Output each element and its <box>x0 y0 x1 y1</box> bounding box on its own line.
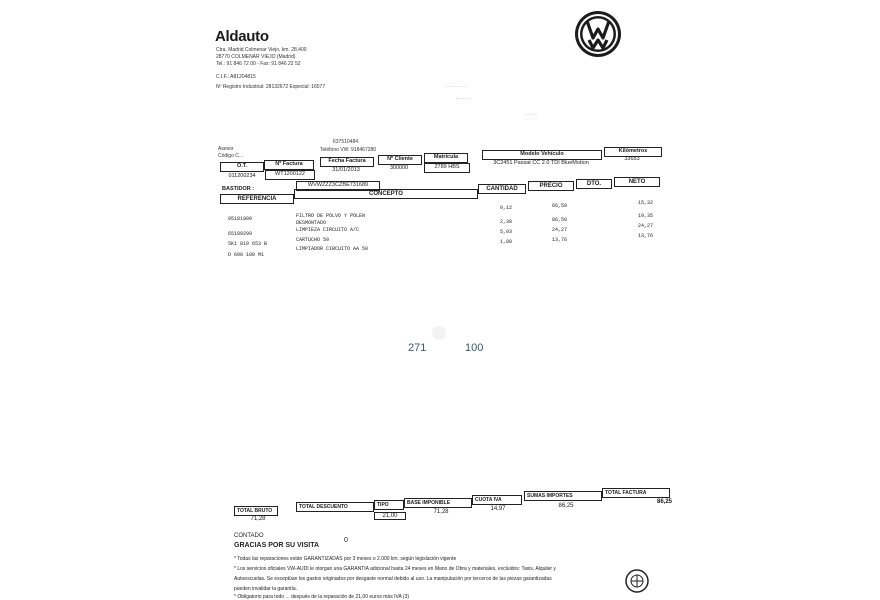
row-ref: 95181900 <box>228 216 253 222</box>
row-price: 24,27 <box>552 227 568 233</box>
col-cantidad: CANTIDAD <box>478 184 526 194</box>
company-city: 28770 COLMENAR VIEJO (Madrid) <box>216 54 296 60</box>
matricula-value: 2789 HBS <box>424 163 470 173</box>
col-dto: DTO. <box>576 179 612 189</box>
ot-label: O.T. <box>220 162 264 172</box>
row-net: 15,32 <box>638 200 654 206</box>
tipo-value: 21,00 <box>374 512 406 520</box>
matricula-label: Matrícula <box>424 153 468 163</box>
company-registry: Nº Registro Industrial: 28132672 Especial: 16577 <box>216 84 326 90</box>
recipient-line: · · · · · <box>456 96 470 102</box>
warranty-line: Autoescuelas. Se exceptúan los gastos originados por desgaste normal debido al uso. La manipulación por terceros de las piezas garantizadas <box>234 576 552 582</box>
row-price: 13,76 <box>552 237 568 243</box>
fecha-value: 31/01/2013 <box>332 167 360 173</box>
row-net: 19,35 <box>638 213 654 219</box>
col-concepto: CONCEPTO <box>294 189 478 199</box>
warranty-line: * Los servicios oficiales VW-AUDI le otorgan una GARANTIA adicional hasta 24 meses en Mano de Obra y materiales, excluidos: Taxis, Alquiler y <box>234 566 556 572</box>
cuota-iva-label: CUOTA IVA <box>472 495 522 505</box>
km-value: 33653 <box>624 156 640 162</box>
factura-label: Nº Factura <box>264 160 314 170</box>
warranty-line: * Obligatorio para todo ... después de la reparación de 21,00 euros más IVA (3) <box>234 594 410 600</box>
row-price: 86,50 <box>552 217 568 223</box>
row-qty: 0,12 <box>500 205 513 211</box>
telefono-vw: Teléfono VW: 918467280 <box>320 147 377 153</box>
row-qty: 1,00 <box>500 239 513 245</box>
contado-value: 0 <box>344 537 348 544</box>
loading-spinner-icon <box>432 326 446 340</box>
fecha-label: Fecha Factura <box>320 157 374 167</box>
base-imponible-value: 71,28 <box>433 509 449 515</box>
total-descuento-label: TOTAL DESCUENTO <box>296 502 374 512</box>
bastidor-label: BASTIDOR : <box>222 186 255 192</box>
row-ref: 5K1 819 653 B <box>228 241 268 247</box>
row-qty: 5,03 <box>500 229 513 235</box>
ot-value: 011200234 <box>228 173 256 179</box>
company-address: Ctra. Madrid Colmenar Viejo, km. 28,400 <box>216 47 307 53</box>
cuota-iva-value: 14,97 <box>490 506 506 512</box>
vw-logo-icon <box>574 10 622 58</box>
total-bruto-value: 71,28 <box>250 516 266 522</box>
factura-value: WT1200122 <box>265 170 315 180</box>
col-referencia: REFERENCIA <box>220 194 294 204</box>
base-imponible-label: BASE IMPONIBLE <box>404 498 472 508</box>
iso-certification-icon <box>624 568 650 594</box>
row-qty: 2,30 <box>500 219 513 225</box>
asesor-phone: 637510484 <box>333 139 359 145</box>
row-ref: D 690 100 M1 <box>228 252 265 258</box>
page-height-readout: 100 <box>465 342 484 354</box>
row-concept: CARTUCHO 50 <box>296 237 330 243</box>
total-factura-value: 86,25 <box>656 499 672 505</box>
recipient-line: · · · · <box>526 112 537 118</box>
cliente-value: 300000 <box>389 165 409 171</box>
total-bruto-label: TOTAL BRUTO <box>234 506 278 516</box>
company-cif: C.I.F.: A81204815 <box>216 74 256 80</box>
row-concept: LIMPIADOR CIRCUITO AA 50 <box>296 246 369 252</box>
modelo-label: Modelo Vehículo <box>482 150 602 160</box>
cliente-label: Nº Cliente <box>378 155 422 165</box>
row-concept: DESMONTADO <box>296 220 327 226</box>
modelo-value: 3C2451 Passat CC 2.0 TDI BlueMotion <box>493 160 589 166</box>
km-label: Kilómetros <box>604 147 662 157</box>
row-price: 66,59 <box>552 203 568 209</box>
asesor-label: Asesor <box>218 146 234 152</box>
row-concept: LIMPIEZA CIRCUITO A/C <box>296 227 360 233</box>
recipient-block <box>446 84 537 118</box>
warranty-line: pueden invalidar la garantía. <box>234 586 298 592</box>
row-ref: 65189299 <box>228 231 253 237</box>
tipo-label: TIPO <box>374 500 404 510</box>
recipient-line: · · · · · · · <box>446 84 466 90</box>
bastidor-value: WVWZZZ3CZBE731689 <box>296 181 380 191</box>
contado-label: CONTADO <box>234 533 264 539</box>
page-width-readout: 271 <box>408 342 427 354</box>
sumas-importes-value: 86,25 <box>558 503 574 509</box>
company-phones: Tel.: 91 846 72 00 - Fax: 91 846 22 52 <box>216 61 301 67</box>
gracias-text: GRACIAS POR SU VISITA <box>234 542 320 549</box>
sumas-importes-label: SUMAS IMPORTES <box>524 491 602 501</box>
col-neto: NETO <box>614 177 660 187</box>
company-name: Aldauto <box>215 28 269 45</box>
row-net: 24,27 <box>638 223 654 229</box>
row-net: 13,76 <box>638 233 654 239</box>
codigo-label: Código C... <box>218 153 244 159</box>
warranty-line: * Todas las reparaciones están GARANTIZADAS por 3 meses o 2.000 km. según legislación vigente <box>234 556 457 562</box>
col-precio: PRECIO <box>528 181 574 191</box>
row-concept: FILTRO DE POLVO Y POLEN <box>296 213 366 219</box>
total-factura-label: TOTAL FACTURA <box>602 488 670 498</box>
